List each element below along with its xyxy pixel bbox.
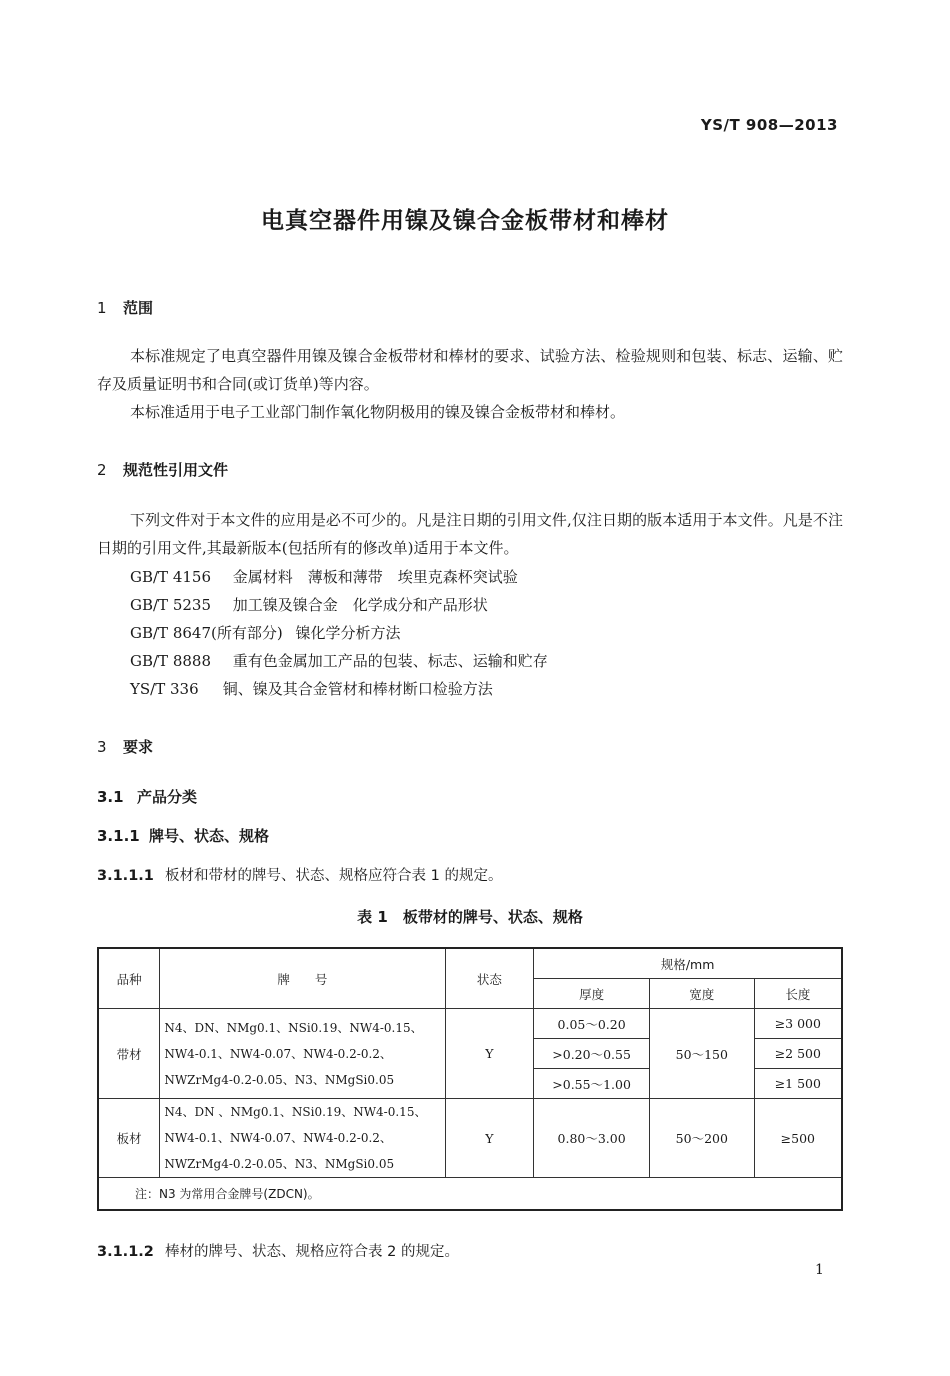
section-1-body bbox=[97, 342, 843, 426]
scope-paragraph-1: 本标准规定了电真空器件用镍及镍合金板带材和棒材的要求、试验方法、检验规则和包装、标志、运输、贮存及质量证明书和合同(或订货单)等内容。 bbox=[97, 347, 843, 393]
grade-cell bbox=[160, 1099, 445, 1178]
grade-cell bbox=[160, 1009, 445, 1099]
grade-line: NWZrMg4-0.2-0.05、N3、NMgSi0.05 bbox=[164, 1157, 395, 1171]
clause-number: 3.1.1.2 bbox=[97, 1244, 154, 1260]
section-title: 要求 bbox=[123, 738, 154, 756]
reference-code: GB/T 8647(所有部分) bbox=[130, 624, 283, 642]
scope-paragraph-2: 本标准适用于电子工业部门制作氧化物阴极用的镍及镍合金板带材和棒材。 bbox=[130, 403, 626, 421]
length-cell: ≥3 000 bbox=[754, 1009, 842, 1039]
section-2-heading bbox=[97, 459, 228, 480]
page-number: 1 bbox=[815, 1262, 824, 1278]
section-number: 3.1.1 bbox=[97, 827, 140, 845]
section-1-heading bbox=[97, 297, 153, 318]
reference-code: GB/T 8888 bbox=[130, 652, 212, 670]
section-number: 3 bbox=[97, 738, 107, 756]
reference-item bbox=[130, 650, 548, 671]
grade-line: N4、DN 、NMg0.1、NSi0.19、NW4-0.15、 bbox=[164, 1105, 427, 1119]
temper-cell: Y bbox=[445, 1099, 534, 1178]
length-cell: ≥1 500 bbox=[754, 1069, 842, 1099]
header-thickness: 厚度 bbox=[534, 979, 650, 1009]
thickness-cell: 0.05～0.20 bbox=[534, 1009, 650, 1039]
reference-code: GB/T 4156 bbox=[130, 568, 212, 586]
reference-item bbox=[130, 678, 493, 699]
section-2-body bbox=[97, 506, 843, 562]
section-number: 1 bbox=[97, 299, 107, 317]
thickness-cell: >0.20～0.55 bbox=[534, 1039, 650, 1069]
normative-references-paragraph: 下列文件对于本文件的应用是必不可少的。凡是注日期的引用文件,仅注日期的版本适用于本文件。凡是不注日期的引用文件,其最新版本(包括所有的修改单)适用于本文件。 bbox=[97, 511, 843, 557]
header-width: 宽度 bbox=[649, 979, 754, 1009]
width-cell: 50～150 bbox=[649, 1009, 754, 1099]
clause-3-1-1-2 bbox=[97, 1240, 459, 1261]
section-title: 范围 bbox=[123, 299, 154, 317]
reference-item bbox=[130, 594, 488, 615]
clause-text: 板材和带材的牌号、状态、规格应符合表 1 的规定。 bbox=[165, 868, 503, 884]
length-cell: ≥500 bbox=[754, 1099, 842, 1178]
reference-title: 金属材料 薄板和薄带 埃里克森杯突试验 bbox=[232, 568, 518, 586]
thickness-cell: 0.80～3.00 bbox=[534, 1099, 650, 1178]
header-grade: 牌 号 bbox=[160, 948, 445, 1009]
standard-code: YS/T 908—2013 bbox=[700, 116, 838, 134]
section-title: 规范性引用文件 bbox=[123, 461, 229, 479]
grade-line: N4、DN、NMg0.1、NSi0.19、NW4-0.15、 bbox=[164, 1020, 423, 1035]
document-title: 电真空器件用镍及镍合金板带材和棒材 bbox=[261, 208, 669, 234]
reference-code: YS/T 336 bbox=[130, 680, 199, 698]
header-length: 长度 bbox=[754, 979, 842, 1009]
grade-line: NW4-0.1、NW4-0.07、NW4-0.2-0.2、 bbox=[164, 1046, 392, 1061]
section-title: 牌号、状态、规格 bbox=[149, 827, 270, 845]
header-variety: 品种 bbox=[98, 948, 160, 1009]
thickness-cell: >0.55～1.00 bbox=[534, 1069, 650, 1099]
reference-title: 镍化学分析方法 bbox=[295, 624, 401, 642]
variety-cell: 板材 bbox=[98, 1099, 160, 1178]
grade-line: NW4-0.1、NW4-0.07、NW4-0.2-0.2、 bbox=[164, 1131, 392, 1145]
length-cell: ≥2 500 bbox=[754, 1039, 842, 1069]
header-temper: 状态 bbox=[445, 948, 534, 1009]
table-1-caption: 表 1 板带材的牌号、状态、规格 bbox=[357, 908, 583, 926]
table-row bbox=[98, 1009, 842, 1039]
variety-cell: 带材 bbox=[98, 1009, 160, 1099]
width-cell: 50～200 bbox=[649, 1099, 754, 1178]
header-spec: 规格/mm bbox=[534, 948, 842, 979]
reference-title: 加工镍及镍合金 化学成分和产品形状 bbox=[232, 596, 488, 614]
clause-number: 3.1.1.1 bbox=[97, 868, 154, 884]
section-title: 产品分类 bbox=[137, 788, 198, 806]
reference-title: 重有色金属加工产品的包装、标志、运输和贮存 bbox=[232, 652, 548, 670]
reference-item bbox=[130, 622, 401, 643]
section-3-1-heading bbox=[97, 786, 197, 807]
reference-title: 铜、镍及其合金管材和棒材断口检验方法 bbox=[222, 680, 493, 698]
clause-text: 棒材的牌号、状态、规格应符合表 2 的规定。 bbox=[165, 1244, 459, 1260]
table-note: 注：N3 为常用合金牌号(ZDCN)。 bbox=[98, 1178, 842, 1211]
section-number: 3.1 bbox=[97, 788, 124, 806]
table-1 bbox=[97, 947, 843, 1211]
section-3-heading bbox=[97, 736, 153, 757]
reference-code: GB/T 5235 bbox=[130, 596, 212, 614]
section-3-1-1-heading bbox=[97, 825, 269, 846]
temper-cell: Y bbox=[445, 1009, 534, 1099]
grade-line: NWZrMg4-0.2-0.05、N3、NMgSi0.05 bbox=[164, 1072, 395, 1087]
section-number: 2 bbox=[97, 461, 107, 479]
table-row bbox=[98, 1099, 842, 1178]
clause-3-1-1-1 bbox=[97, 864, 502, 885]
reference-item bbox=[130, 566, 518, 587]
